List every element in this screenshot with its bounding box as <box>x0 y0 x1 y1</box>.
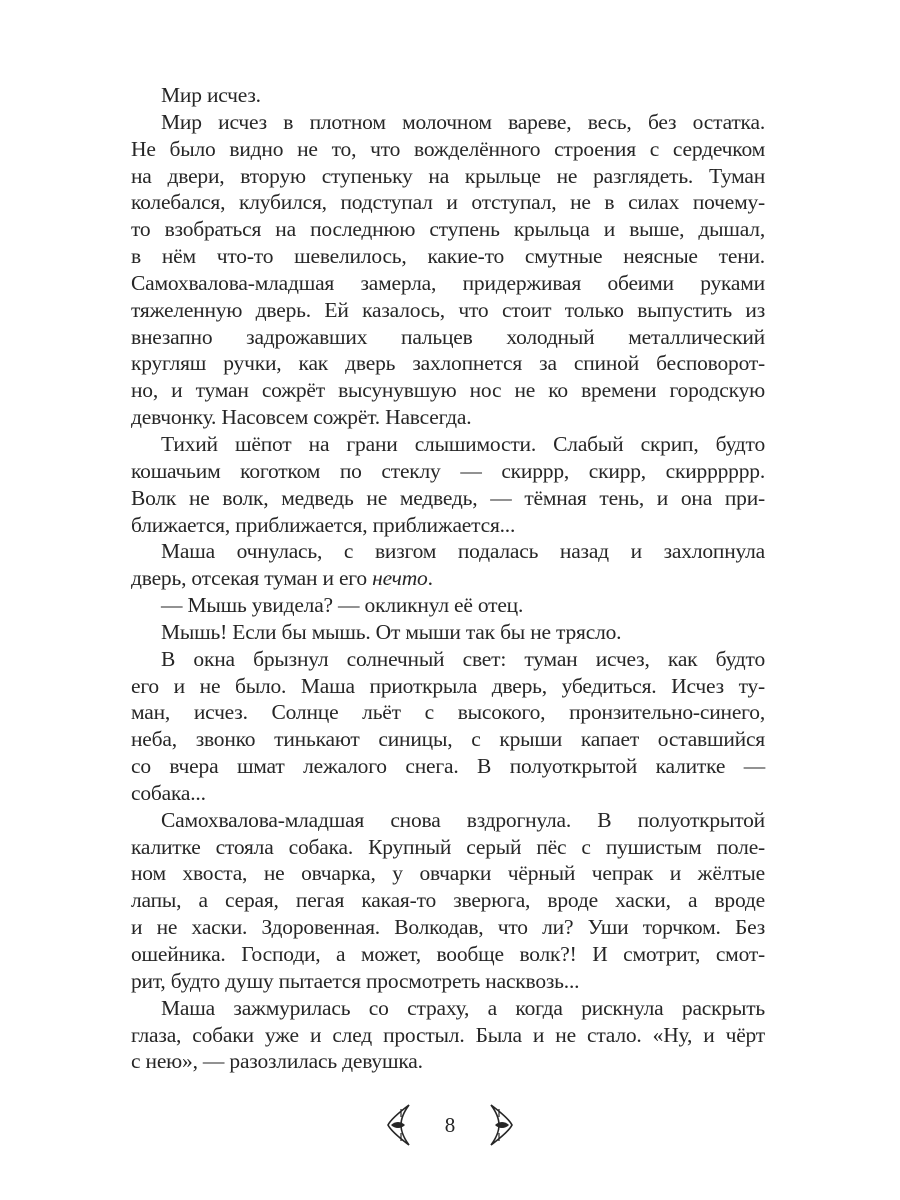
text-line: в нём что-то шевелилось, какие-то смутные неясные тени. <box>131 244 765 269</box>
text-line: и не хаски. Здоровенная. Волкодав, что ли? Уши торчком. Без <box>131 915 765 940</box>
paragraph <box>131 646 765 807</box>
text-line: рит, будто душу пытается просмотреть насквозь... <box>131 968 580 993</box>
text-line: Тихий шёпот на грани слышимости. Слабый скрип, будто <box>161 431 765 456</box>
text-line: с нею», — разозлилась девушка. <box>131 1049 423 1074</box>
text-line: но, и туман сожрёт высунувшую нос не ко времени городскую <box>131 378 765 403</box>
text-line: кошачьим коготком по стеклу — скиррр, скирр, скирррррр. <box>131 458 765 483</box>
text-line: Маша зажмурилась со страху, а когда рискнула раскрыть <box>161 995 765 1020</box>
right-ornament-icon <box>489 1103 515 1147</box>
text-line: внезапно задрожавших пальцев холодный металлический <box>131 324 765 349</box>
paragraph <box>131 109 765 431</box>
text-line: его и не было. Маша приоткрыла дверь, убедиться. Исчез ту- <box>131 673 765 698</box>
text-line: — Мышь увидела? — окликнул её отец. <box>161 593 524 618</box>
text-line: лапы, а серая, пегая какая-то зверюга, вроде хаски, а вроде <box>131 888 765 913</box>
book-page-text <box>131 82 765 1075</box>
text-line: калитке стояла собака. Крупный серый пёс с пушистым поле- <box>131 834 765 859</box>
text-line: Мир исчез в плотном молочном вареве, весь, без остатка. <box>161 109 765 134</box>
text-line: Не было видно не то, что вожделённого строения с сердечком <box>131 136 765 161</box>
paragraph <box>131 592 765 619</box>
text-segment: дверь, отсекая туман и его <box>131 566 373 591</box>
text-line: Волк не волк, медведь не медведь, — тёмная тень, и она при- <box>131 485 765 510</box>
italic-word: нечто <box>372 566 428 591</box>
text-line: на двери, вторую ступеньку на крыльце не разглядеть. Туман <box>131 163 765 188</box>
text-line: неба, звонко тинькают синицы, с крыши капает оставшийся <box>131 727 765 752</box>
text-line: собака... <box>131 780 206 805</box>
text-line: ошейника. Господи, а может, вообще волк?! И смотрит, смот- <box>131 942 765 966</box>
page-number: 8 <box>444 1113 456 1137</box>
text-line: со вчера шмат лежалого снега. В полуоткрытой калитке — <box>131 754 765 779</box>
paragraph <box>131 807 765 995</box>
text-line: В окна брызнул солнечный свет: туман исчез, как будто <box>161 646 765 671</box>
text-line: ман, исчез. Солнце льёт с высокого, пронзительно-синего, <box>131 700 765 725</box>
text-line: Самохвалова-младшая снова вздрогнула. В полуоткрытой <box>161 807 765 832</box>
paragraph <box>131 538 765 592</box>
page-footer <box>0 1103 900 1147</box>
text-line: колебался, клубился, подступал и отступал, не в силах почему- <box>131 190 765 215</box>
text-line: девчонку. Насовсем сожрёт. Навсегда. <box>131 405 472 430</box>
text-line: Самохвалова-младшая замерла, придерживая обеими руками <box>131 270 765 295</box>
text-line: ближается, приближается, приближается... <box>131 512 516 537</box>
text-line <box>131 565 765 592</box>
paragraph <box>131 995 765 1076</box>
text-line: ном хвоста, не овчарка, у овчарки чёрный чепрак и жёлтые <box>131 861 765 886</box>
text-line: Мир исчез. <box>161 83 261 107</box>
text-segment: . <box>427 566 433 591</box>
text-line: глаза, собаки уже и след простыл. Была и не стало. «Ну, и чёрт <box>131 1022 765 1047</box>
text-line: то взобраться на последнюю ступень крыльца и выше, дышал, <box>131 217 765 242</box>
left-ornament-icon <box>385 1103 411 1147</box>
paragraph <box>131 431 765 538</box>
paragraph <box>131 619 765 646</box>
text-line: тяжеленную дверь. Ей казалось, что стоит только выпустить из <box>131 297 765 322</box>
paragraph <box>131 82 765 109</box>
text-line: Маша очнулась, с визгом подалась назад и захлопнула <box>161 539 765 564</box>
text-line: Мышь! Если бы мышь. От мыши так бы не трясло. <box>161 619 622 644</box>
text-line: кругляш ручки, как дверь захлопнется за спиной бесповорот- <box>131 351 765 376</box>
